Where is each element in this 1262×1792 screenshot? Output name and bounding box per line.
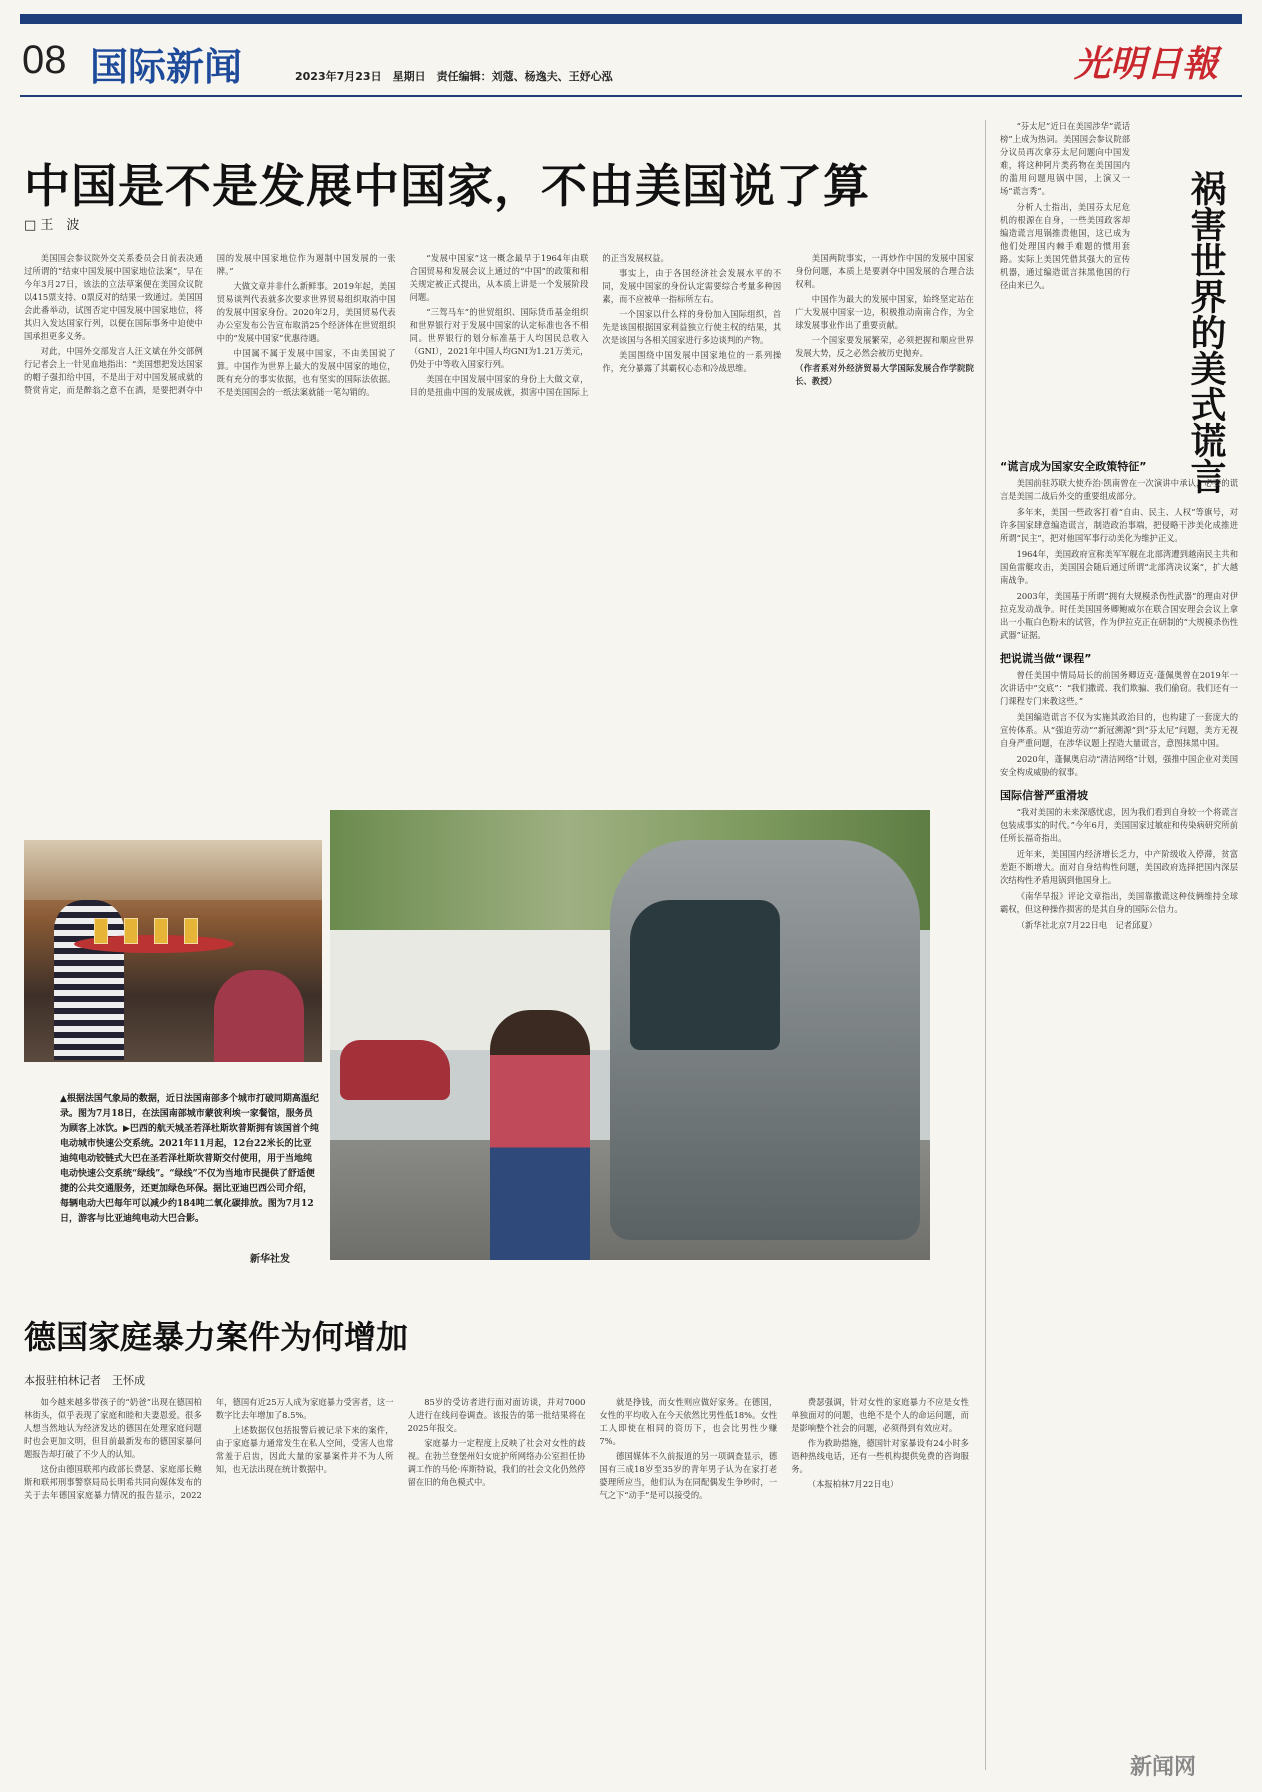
sidebar-body xyxy=(1000,450,1238,1780)
paragraph: 中国作为最大的发展中国家，始终坚定站在广大发展中国家一边，积极推动南南合作，为全球发展事业作出了重要贡献。 xyxy=(795,294,974,330)
paragraph: 这份由德国联邦内政部长费瑟、家庭部长鲍斯和联邦刑事警察局局长明希共同向媒体发布的关于去年德国家庭暴力情况的报告显示，2022年，德国有近25万人成为家庭暴力受害者，这一数字比去年增加了8.5%。 xyxy=(24,1397,394,1500)
paragraph: 1964年，美国政府宣称美军军舰在北部湾遭到越南民主共和国鱼雷艇攻击，美国国会随后通过所谓“北部湾决议案”，扩大越南战争。 xyxy=(1000,549,1238,585)
paragraph: 如今越来越多带孩子的“奶爸”出现在德国柏林街头，似乎表现了家庭和睦和夫妻恩爱。很多人想当然地认为经济发达的德国在处理家庭问题时也会更加文明，但目前最新发布的德国家暴问题报告却打破了不少人的认知。 xyxy=(24,1397,202,1459)
paragraph: 一个国家以什么样的身份加入国际组织，首先是该国根据国家利益独立行使主权的结果，其次是该国与各相关国家进行多边谈判的产物。 xyxy=(602,309,782,345)
paragraph: 分析人士指出，美国芬太尼危机的根源在自身，一些美国政客却编造谎言甩锅推责他国，这已成为他们处理国内棘手难题的惯用套路。实际上美国凭借其强大的宣传机器，通过编造谎言抹黑他国的行径由来已久。 xyxy=(1000,202,1130,290)
site-watermark: 新闻网 xyxy=(1130,1755,1197,1780)
author-note: （作者系对外经济贸易大学国际发展合作学院院长、教授） xyxy=(795,363,974,386)
paragraph: 事实上，由于各国经济社会发展水平的不同，发展中国家的身份认定需要综合考量多种因素，而不应被单一指标所左右。 xyxy=(602,268,782,304)
paragraph: “芬太尼”近日在美国涉华“谎话榜”上成为热词。美国国会参议院部分议员再次拿芬太尼问题向中国发难，将这种阿片类药物在美国国内的滥用问题甩锅中国，上演又一场“谎言秀”。 xyxy=(1000,121,1130,196)
paragraph: 美国在中国发展中国家的身份上大做文章，目的是扭曲中国的发展成就，损害中国在国际上的正当发展权益。 xyxy=(409,253,669,397)
article1-byline: □ 王 波 xyxy=(24,218,80,233)
photo-credit: 新华社发 xyxy=(250,1254,290,1265)
paragraph: 85岁的受访者进行面对面访谈，并对7000人进行在线问卷调查。该报告的第一批结果将在2025年报交。 xyxy=(407,1397,586,1433)
paragraph: 美国两院事实，一再炒作中国的发展中国家身份问题，本质上是要剥夺中国发展的合理合法权利。 xyxy=(795,253,974,289)
electric-bus-photo xyxy=(330,810,930,1260)
paragraph: 美国编造谎言不仅为实施其政治目的，也构建了一套庞大的宣传体系。从“强迫劳动”“新冠溯源”到“芬太尼”问题，美方无视自身严重问题，在涉华议题上捏造大量谎言，意图抹黑中国。 xyxy=(1000,712,1238,748)
paragraph: 中国属不属于发展中国家，不由美国说了算。中国作为世界上最大的发展中国家的地位，既有充分的事实依据，也有坚实的国际法依据。不是美国国会的一纸法案就能一笔勾销的。 xyxy=(216,348,396,397)
paragraph: 大做文章并非什么新鲜事。2019年起，美国贸易谈判代表就多次要求世界贸易组织取消中国的发展中国家身份。2020年2月，美国贸易代表办公室发布公告宣布取消25个经济体在世贸组织中的“发展中国家”优惠待遇。 xyxy=(216,281,396,343)
paragraph: 《南华早报》评论文章指出，美国靠撒谎这种伎俩维持全球霸权，但这种操作损害的是其自身的国际公信力。 xyxy=(1000,891,1238,914)
paragraph: 多年来，美国一些政客打着“自由、民主、人权”等旗号，对许多国家肆意编造谎言，制造政治事端，把侵略干涉美化成推进所谓“民主”，把对他国军事行动美化为维护正义。 xyxy=(1000,507,1238,543)
restaurant-photo xyxy=(24,840,322,1062)
photo-caption: ▲根据法国气象局的数据，近日法国南部多个城市打破同期高温纪录。图为7月18日，在法国南部城市蒙彼利埃一家餐馆，服务员为顾客上冰饮。▶巴西的航天城圣若泽杜斯坎普斯拥有该国首个纯电动城市快速公交系统。2021年11月起，12台22米长的比亚迪纯电动铰链式大巴在圣若泽杜斯坎普斯交付使用，用于当地纯电动快速公交系统“绿线”。“绿线”不仅为当地市民提供了舒适便捷的公共交通服务，还更加绿色环保。据比亚迪巴西公司介绍，每辆电动大巴每年可以减少约184吨二氧化碳排放。图为7月12日，游客与比亚迪纯电动大巴合影。 xyxy=(60,1094,319,1224)
paragraph: “三驾马车”的世贸组织、国际货币基金组织和世界银行对于发展中国家的认定标准也各不相同。世界银行的划分标准基于人均国民总收入（GNI），2021年中国人均GNI为1.21万美元，仍处于中等收入国家行列。 xyxy=(409,307,589,369)
article2-body xyxy=(24,1396,969,1776)
dateline-note: （本报柏林7月22日电） xyxy=(807,1479,899,1489)
paragraph: 2003年，美国基于所谓“拥有大规模杀伤性武器”的理由对伊拉克发动战争。时任美国国务卿鲍威尔在联合国安理会会议上拿出一小瓶白色粉末的试管，作为伊拉克正在研制的“大规模杀伤性武器”证据。 xyxy=(1000,591,1238,640)
paragraph: “发展中国家”这一概念最早于1964年由联合国贸易和发展会议上通过的“中国”的政策和相关规定被正式提出，从本质上讲是一个发展阶段问题。 xyxy=(409,253,589,302)
paragraph: 对此，中国外交部发言人汪文斌在外交部例行记者会上一针见血地指出：“美国想把发达国家的帽子强扣给中国，不是出于对中国发展成就的赞赏肯定，而是醉翁之意不在酒，是要把剥夺中国的发展中国家地位作为遏制中国发展的一张牌。” xyxy=(24,253,396,395)
section-title: 国际新闻 xyxy=(90,44,243,89)
sidebar-intro xyxy=(1000,120,1130,440)
paragraph: 就是挣钱，而女性则应做好家务。在德国，女性的平均收入在今天依然比男性低18%。女性工人即使在相同的资历下，也会比男性少赚7%。 xyxy=(599,1397,778,1446)
article1-headline: 中国是不是发展中国家，不由美国说了算 xyxy=(24,159,870,213)
subheading: “谎言成为国家安全政策特征” xyxy=(1000,460,1147,473)
paragraph: 费瑟强调，针对女性的家庭暴力不应是女性单独面对的问题，也绝不是个人的命运问题，而是影响整个社会的问题，必须得到有效应对。 xyxy=(791,1397,969,1433)
paragraph: 一个国家要发展繁荣，必须把握和顺应世界发展大势，反之必然会被历史抛弃。 xyxy=(795,335,974,358)
paragraph: 美国前驻苏联大使乔治·凯南曾在一次演讲中承认，必要的谎言是美国二战后外交的重要组成部分。 xyxy=(1000,478,1238,501)
article1-body xyxy=(24,252,974,796)
paragraph: 作为救助措施，德国针对家暴设有24小时多语种热线电话，还有一些机构提供免费的咨询服务。 xyxy=(791,1438,969,1474)
sidebar-article xyxy=(1000,120,1238,1780)
paragraph: 上述数据仅包括报警后被记录下来的案件，由于家庭暴力通常发生在私人空间，受害人也常常羞于启齿，因此大量的家暴案件并不为人所知，也无法出现在统计数据中。 xyxy=(215,1425,394,1474)
paragraph: 德国媒体不久前报道的另一项调查显示，德国有三成18岁至35岁的青年男子认为在家打老婆理所应当，他们认为在同配偶发生争吵时，一气之下“动手”是可以接受的。 xyxy=(599,1451,778,1500)
subheading: 把说谎当做“课程” xyxy=(1000,652,1092,665)
article2-headline: 德国家庭暴力案件为何增加 xyxy=(24,1318,409,1356)
paragraph: 近年来，美国国内经济增长乏力，中产阶级收入停滞，贫富差距不断增大。面对自身结构性问题，美国政府选择把国内深层次结构性矛盾甩锅到他国身上。 xyxy=(1000,849,1238,885)
dateline-note: （新华社北京7月22日电 记者邱夏） xyxy=(1016,920,1157,930)
newspaper-masthead: 光明日報 xyxy=(1073,43,1218,85)
article2-byline: 本报驻柏林记者 王怀成 xyxy=(24,1374,145,1387)
subheading: 国际信誉严重滑坡 xyxy=(1000,789,1088,802)
header-rule xyxy=(20,95,1242,97)
paragraph: 2020年，蓬佩奥启动“清洁网络”计划，强推中国企业对美国安全构成威胁的叙事。 xyxy=(1000,754,1238,777)
paragraph: 美国国会参议院外交关系委员会日前表决通过所谓的“结束中国发展中国家地位法案”，早在今年3月27日，该法的立法草案便在美国众议院以415票支持、0票反对的结果一致通过。美国国会此番举动，试图否定中国发展中国家地位，将其归入发达国家行列，以便在国际事务中迫使中国承担更多义务。 xyxy=(24,253,203,341)
top-color-bar xyxy=(20,14,1242,24)
paragraph: 家庭暴力一定程度上反映了社会对女性的歧视。在勃兰登堡州妇女庇护所网络办公室担任协调工作的马伦·库斯特说，我们的社会文化仍然停留在旧的角色模式中。 xyxy=(407,1438,586,1487)
page-number: 08 xyxy=(22,38,67,82)
sidebar-headline: 祸害世界的美式谎言 xyxy=(1185,170,1227,494)
paragraph: 美国围绕中国发展中国家地位的一系列操作，充分暴露了其霸权心态和冷战思维。 xyxy=(602,350,782,373)
paragraph: “我对美国的未来深感忧虑，因为我们看到自身较一个将谎言包装成事实的时代。”今年6月，美国国家过敏症和传染病研究所前任所长福奇指出。 xyxy=(1000,807,1238,843)
column-divider xyxy=(985,120,986,1770)
dateline: 2023年7月23日 星期日 责任编辑：刘蔻、杨逸夫、王妤心泓 xyxy=(295,70,613,83)
paragraph: 曾任美国中情局局长的前国务卿迈克·蓬佩奥曾在2019年一次讲话中“交底”：“我们撒谎、我们欺骗、我们偷窃。我们还有一门课程专门来教这些。” xyxy=(1000,670,1238,706)
